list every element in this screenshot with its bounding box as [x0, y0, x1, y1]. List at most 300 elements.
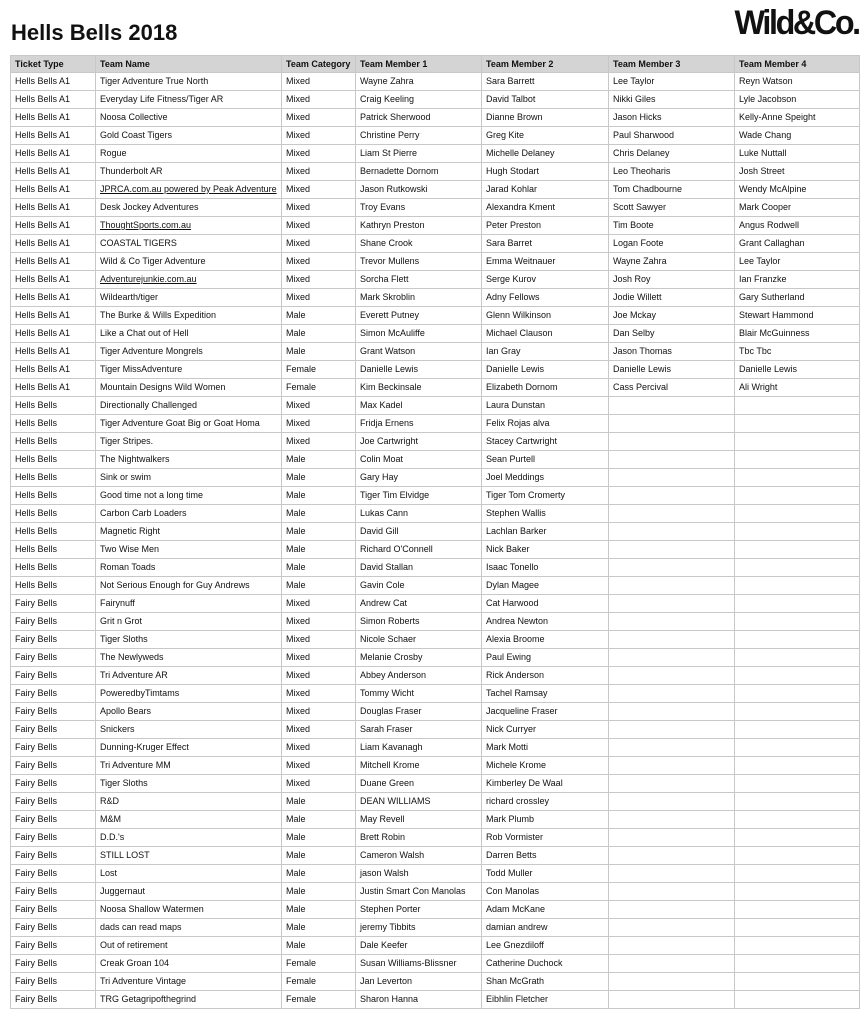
team-name-cell: ThoughtSports.com.au — [96, 217, 282, 235]
team-member-2-cell: Michelle Delaney — [482, 145, 609, 163]
team-member-1-cell: Simon McAuliffe — [356, 325, 482, 343]
team-name-cell: D.D.'s — [96, 829, 282, 847]
team-category-cell: Mixed — [282, 253, 356, 271]
team-member-4-cell — [735, 685, 860, 703]
ticket-type-cell: Fairy Bells — [11, 721, 96, 739]
table-row — [11, 667, 860, 685]
team-member-4-cell — [735, 721, 860, 739]
ticket-type-cell: Fairy Bells — [11, 739, 96, 757]
team-member-1-cell: Danielle Lewis — [356, 361, 482, 379]
team-category-cell: Male — [282, 937, 356, 955]
team-member-4-cell — [735, 883, 860, 901]
team-member-3-cell — [609, 721, 735, 739]
ticket-type-cell: Hells Bells — [11, 487, 96, 505]
team-member-1-cell: Bernadette Dornom — [356, 163, 482, 181]
team-member-1-cell: Christine Perry — [356, 127, 482, 145]
team-member-1-cell: Andrew Cat — [356, 595, 482, 613]
team-category-cell: Male — [282, 559, 356, 577]
table-row — [11, 487, 860, 505]
team-member-3-cell — [609, 433, 735, 451]
team-name-cell: Thunderbolt AR — [96, 163, 282, 181]
ticket-type-cell: Fairy Bells — [11, 955, 96, 973]
team-member-1-cell: Simon Roberts — [356, 613, 482, 631]
table-row — [11, 577, 860, 595]
team-name-cell: Mountain Designs Wild Women — [96, 379, 282, 397]
team-member-4-cell: Danielle Lewis — [735, 361, 860, 379]
team-member-2-cell: Isaac Tonello — [482, 559, 609, 577]
team-member-3-cell — [609, 973, 735, 991]
team-name-cell: The Burke & Wills Expedition — [96, 307, 282, 325]
team-member-1-cell: Tiger Tim Elvidge — [356, 487, 482, 505]
team-member-3-cell: Nikki Giles — [609, 91, 735, 109]
team-member-4-cell — [735, 919, 860, 937]
team-category-cell: Male — [282, 469, 356, 487]
team-name-cell: Wild & Co Tiger Adventure — [96, 253, 282, 271]
team-member-3-cell — [609, 577, 735, 595]
team-member-3-cell: Logan Foote — [609, 235, 735, 253]
ticket-type-cell: Hells Bells A1 — [11, 253, 96, 271]
team-member-1-cell: Dale Keefer — [356, 937, 482, 955]
team-member-4-cell: Angus Rodwell — [735, 217, 860, 235]
team-member-3-cell — [609, 469, 735, 487]
table-row — [11, 253, 860, 271]
team-category-cell: Mixed — [282, 775, 356, 793]
team-member-4-cell: Reyn Watson — [735, 73, 860, 91]
team-member-4-cell: Stewart Hammond — [735, 307, 860, 325]
table-row — [11, 271, 860, 289]
team-member-4-cell — [735, 523, 860, 541]
team-member-2-cell: David Talbot — [482, 91, 609, 109]
team-member-4-cell — [735, 505, 860, 523]
team-name-cell: Out of retirement — [96, 937, 282, 955]
table-row — [11, 559, 860, 577]
team-name-cell: Not Serious Enough for Guy Andrews — [96, 577, 282, 595]
team-member-4-cell: Wendy McAlpine — [735, 181, 860, 199]
team-member-2-cell: Stacey Cartwright — [482, 433, 609, 451]
ticket-type-cell: Hells Bells — [11, 433, 96, 451]
ticket-type-cell: Fairy Bells — [11, 649, 96, 667]
ticket-type-cell: Fairy Bells — [11, 973, 96, 991]
table-row — [11, 505, 860, 523]
team-name-cell: Good time not a long time — [96, 487, 282, 505]
team-member-2-cell: Ian Gray — [482, 343, 609, 361]
team-name-cell: Apollo Bears — [96, 703, 282, 721]
team-member-4-cell: Kelly-Anne Speight — [735, 109, 860, 127]
ticket-type-cell: Hells Bells A1 — [11, 145, 96, 163]
team-name-cell: Tiger Stripes. — [96, 433, 282, 451]
team-category-cell: Mixed — [282, 91, 356, 109]
team-member-3-cell: Jodie Willett — [609, 289, 735, 307]
ticket-type-cell: Hells Bells A1 — [11, 271, 96, 289]
team-name-cell: Dunning-Kruger Effect — [96, 739, 282, 757]
team-name-cell: Wildearth/tiger — [96, 289, 282, 307]
team-category-cell: Male — [282, 847, 356, 865]
team-category-cell: Male — [282, 523, 356, 541]
column-header: Team Member 4 — [735, 56, 860, 73]
team-name-cell: Noosa Collective — [96, 109, 282, 127]
team-member-2-cell: Laura Dunstan — [482, 397, 609, 415]
team-member-1-cell: Brett Robin — [356, 829, 482, 847]
team-member-4-cell — [735, 955, 860, 973]
team-category-cell: Mixed — [282, 433, 356, 451]
team-member-3-cell — [609, 541, 735, 559]
table-row — [11, 91, 860, 109]
ticket-type-cell: Fairy Bells — [11, 595, 96, 613]
team-member-3-cell — [609, 667, 735, 685]
team-member-2-cell: Jacqueline Fraser — [482, 703, 609, 721]
team-category-cell: Mixed — [282, 757, 356, 775]
team-category-cell: Mixed — [282, 235, 356, 253]
table-row — [11, 793, 860, 811]
team-member-1-cell: Troy Evans — [356, 199, 482, 217]
team-member-2-cell: Kimberley De Waal — [482, 775, 609, 793]
team-member-2-cell: Rick Anderson — [482, 667, 609, 685]
team-member-2-cell: Alexandra Kment — [482, 199, 609, 217]
team-category-cell: Mixed — [282, 613, 356, 631]
team-member-2-cell: Dylan Magee — [482, 577, 609, 595]
team-member-4-cell — [735, 433, 860, 451]
table-row — [11, 73, 860, 91]
team-member-1-cell: jason Walsh — [356, 865, 482, 883]
team-member-1-cell: Gavin Cole — [356, 577, 482, 595]
ticket-type-cell: Hells Bells A1 — [11, 73, 96, 91]
team-member-3-cell — [609, 811, 735, 829]
team-name-cell: Adventurejunkie.com.au — [96, 271, 282, 289]
ticket-type-cell: Hells Bells — [11, 577, 96, 595]
team-category-cell: Male — [282, 487, 356, 505]
team-member-3-cell — [609, 865, 735, 883]
team-member-4-cell — [735, 631, 860, 649]
team-member-1-cell: Shane Crook — [356, 235, 482, 253]
table-row — [11, 829, 860, 847]
team-member-3-cell — [609, 631, 735, 649]
team-category-cell: Female — [282, 973, 356, 991]
table-row — [11, 523, 860, 541]
team-category-cell: Female — [282, 361, 356, 379]
team-member-2-cell: Greg Kite — [482, 127, 609, 145]
table-row — [11, 901, 860, 919]
ticket-type-cell: Hells Bells A1 — [11, 127, 96, 145]
team-category-cell: Male — [282, 505, 356, 523]
team-member-3-cell — [609, 595, 735, 613]
ticket-type-cell: Fairy Bells — [11, 685, 96, 703]
team-member-4-cell — [735, 649, 860, 667]
team-category-cell: Male — [282, 325, 356, 343]
team-name-cell: Tri Adventure AR — [96, 667, 282, 685]
team-name-cell: Tri Adventure Vintage — [96, 973, 282, 991]
team-member-2-cell: Mark Plumb — [482, 811, 609, 829]
team-member-1-cell: Grant Watson — [356, 343, 482, 361]
ticket-type-cell: Fairy Bells — [11, 883, 96, 901]
team-member-4-cell: Wade Chang — [735, 127, 860, 145]
team-name-cell: Tiger Sloths — [96, 775, 282, 793]
team-member-1-cell: Stephen Porter — [356, 901, 482, 919]
table-row — [11, 433, 860, 451]
team-member-4-cell: Ian Franzke — [735, 271, 860, 289]
table-row — [11, 649, 860, 667]
ticket-type-cell: Hells Bells A1 — [11, 361, 96, 379]
team-member-4-cell — [735, 397, 860, 415]
team-name-cell: Tiger MissAdventure — [96, 361, 282, 379]
team-member-2-cell: Adam McKane — [482, 901, 609, 919]
table-row — [11, 811, 860, 829]
table-row — [11, 775, 860, 793]
team-member-1-cell: David Gill — [356, 523, 482, 541]
ticket-type-cell: Hells Bells A1 — [11, 289, 96, 307]
team-category-cell: Male — [282, 541, 356, 559]
team-name-cell: M&M — [96, 811, 282, 829]
team-name-cell: Grit n Grot — [96, 613, 282, 631]
ticket-type-cell: Fairy Bells — [11, 991, 96, 1009]
team-member-1-cell: Cameron Walsh — [356, 847, 482, 865]
team-member-4-cell: Mark Cooper — [735, 199, 860, 217]
team-member-3-cell — [609, 991, 735, 1009]
team-member-1-cell: Sarah Fraser — [356, 721, 482, 739]
team-member-4-cell — [735, 739, 860, 757]
team-member-4-cell: Tbc Tbc — [735, 343, 860, 361]
team-category-cell: Male — [282, 793, 356, 811]
team-name-cell: PoweredbyTimtams — [96, 685, 282, 703]
team-member-1-cell: Joe Cartwright — [356, 433, 482, 451]
team-member-2-cell: Tachel Ramsay — [482, 685, 609, 703]
team-member-2-cell: Serge Kurov — [482, 271, 609, 289]
team-category-cell: Male — [282, 451, 356, 469]
team-member-4-cell — [735, 937, 860, 955]
team-member-1-cell: Wayne Zahra — [356, 73, 482, 91]
team-name-cell: Tiger Adventure True North — [96, 73, 282, 91]
column-header: Team Member 1 — [356, 56, 482, 73]
team-member-2-cell: Mark Motti — [482, 739, 609, 757]
team-member-2-cell: Shan McGrath — [482, 973, 609, 991]
table-row — [11, 469, 860, 487]
table-row — [11, 613, 860, 631]
team-member-2-cell: Sean Purtell — [482, 451, 609, 469]
team-name-cell: R&D — [96, 793, 282, 811]
ticket-type-cell: Fairy Bells — [11, 937, 96, 955]
team-member-2-cell: Hugh Stodart — [482, 163, 609, 181]
team-member-3-cell: Cass Percival — [609, 379, 735, 397]
team-member-4-cell — [735, 991, 860, 1009]
team-member-3-cell — [609, 505, 735, 523]
team-category-cell: Female — [282, 379, 356, 397]
table-row — [11, 289, 860, 307]
team-member-3-cell — [609, 775, 735, 793]
team-member-4-cell — [735, 415, 860, 433]
table-row — [11, 937, 860, 955]
team-name-cell: Everyday Life Fitness/Tiger AR — [96, 91, 282, 109]
team-member-3-cell: Joe Mckay — [609, 307, 735, 325]
team-member-1-cell: Kim Beckinsale — [356, 379, 482, 397]
team-member-4-cell: Luke Nuttall — [735, 145, 860, 163]
table-row — [11, 217, 860, 235]
team-category-cell: Mixed — [282, 685, 356, 703]
table-row — [11, 919, 860, 937]
team-member-3-cell — [609, 847, 735, 865]
table-row — [11, 865, 860, 883]
team-member-2-cell: Jarad Kohlar — [482, 181, 609, 199]
ticket-type-cell: Fairy Bells — [11, 829, 96, 847]
page-header — [0, 0, 867, 54]
ticket-type-cell: Hells Bells — [11, 541, 96, 559]
table-row — [11, 163, 860, 181]
team-member-3-cell — [609, 937, 735, 955]
team-member-4-cell — [735, 829, 860, 847]
team-member-4-cell — [735, 703, 860, 721]
team-category-cell: Mixed — [282, 703, 356, 721]
team-name-cell: TRG Getagripofthegrind — [96, 991, 282, 1009]
table-row — [11, 991, 860, 1009]
team-member-1-cell: Patrick Sherwood — [356, 109, 482, 127]
team-member-2-cell: Paul Ewing — [482, 649, 609, 667]
team-category-cell: Male — [282, 829, 356, 847]
table-row — [11, 739, 860, 757]
team-member-4-cell: Ali Wright — [735, 379, 860, 397]
table-row — [11, 541, 860, 559]
table-header-row — [11, 56, 860, 73]
team-member-3-cell: Scott Sawyer — [609, 199, 735, 217]
table-row — [11, 379, 860, 397]
team-member-1-cell: Max Kadel — [356, 397, 482, 415]
team-member-1-cell: Duane Green — [356, 775, 482, 793]
ticket-type-cell: Fairy Bells — [11, 775, 96, 793]
team-member-4-cell: Blair McGuinness — [735, 325, 860, 343]
team-member-3-cell: Jason Thomas — [609, 343, 735, 361]
team-member-4-cell — [735, 757, 860, 775]
team-member-1-cell: Fridja Ernens — [356, 415, 482, 433]
team-category-cell: Male — [282, 883, 356, 901]
team-member-2-cell: Lee Gnezdiloff — [482, 937, 609, 955]
column-header: Team Member 3 — [609, 56, 735, 73]
team-category-cell: Mixed — [282, 73, 356, 91]
table-row — [11, 343, 860, 361]
team-member-4-cell — [735, 901, 860, 919]
table-row — [11, 181, 860, 199]
team-category-cell: Male — [282, 919, 356, 937]
ticket-type-cell: Hells Bells A1 — [11, 91, 96, 109]
ticket-type-cell: Hells Bells — [11, 415, 96, 433]
team-category-cell: Mixed — [282, 397, 356, 415]
team-category-cell: Mixed — [282, 217, 356, 235]
team-member-4-cell — [735, 667, 860, 685]
team-category-cell: Mixed — [282, 667, 356, 685]
team-member-4-cell — [735, 577, 860, 595]
team-member-3-cell — [609, 757, 735, 775]
ticket-type-cell: Hells Bells A1 — [11, 199, 96, 217]
team-member-2-cell: Elizabeth Dornom — [482, 379, 609, 397]
team-category-cell: Female — [282, 955, 356, 973]
team-member-1-cell: Sharon Hanna — [356, 991, 482, 1009]
team-name-cell: Noosa Shallow Watermen — [96, 901, 282, 919]
team-member-1-cell: Douglas Fraser — [356, 703, 482, 721]
ticket-type-cell: Hells Bells A1 — [11, 109, 96, 127]
team-name-cell: Magnetic Right — [96, 523, 282, 541]
team-member-3-cell: Wayne Zahra — [609, 253, 735, 271]
team-member-4-cell: Lyle Jacobson — [735, 91, 860, 109]
team-member-2-cell: Alexia Broome — [482, 631, 609, 649]
team-member-4-cell — [735, 793, 860, 811]
table-row — [11, 847, 860, 865]
table-row — [11, 397, 860, 415]
team-category-cell: Mixed — [282, 145, 356, 163]
team-member-3-cell — [609, 793, 735, 811]
table-row — [11, 451, 860, 469]
ticket-type-cell: Fairy Bells — [11, 811, 96, 829]
ticket-type-cell: Fairy Bells — [11, 703, 96, 721]
team-member-1-cell: DEAN WILLIAMS — [356, 793, 482, 811]
team-member-4-cell — [735, 775, 860, 793]
team-name-cell: Tiger Sloths — [96, 631, 282, 649]
table-body — [11, 73, 860, 1009]
team-name-cell: Creak Groan 104 — [96, 955, 282, 973]
team-member-2-cell: Eibhlin Fletcher — [482, 991, 609, 1009]
team-member-3-cell: Danielle Lewis — [609, 361, 735, 379]
team-name-cell: The Newlyweds — [96, 649, 282, 667]
team-member-1-cell: Justin Smart Con Manolas — [356, 883, 482, 901]
team-member-3-cell — [609, 613, 735, 631]
team-member-1-cell: Liam Kavanagh — [356, 739, 482, 757]
team-member-3-cell — [609, 685, 735, 703]
team-name-cell: Desk Jockey Adventures — [96, 199, 282, 217]
team-member-1-cell: Jan Leverton — [356, 973, 482, 991]
team-name-cell: Snickers — [96, 721, 282, 739]
team-member-3-cell — [609, 901, 735, 919]
team-member-2-cell: Darren Betts — [482, 847, 609, 865]
team-member-4-cell — [735, 613, 860, 631]
team-name-cell: Lost — [96, 865, 282, 883]
ticket-type-cell: Hells Bells — [11, 523, 96, 541]
team-member-2-cell: Sara Barrett — [482, 73, 609, 91]
team-member-4-cell — [735, 469, 860, 487]
team-member-1-cell: Everett Putney — [356, 307, 482, 325]
team-category-cell: Mixed — [282, 109, 356, 127]
team-member-2-cell: Felix Rojas alva — [482, 415, 609, 433]
team-member-2-cell: Nick Curryer — [482, 721, 609, 739]
team-member-1-cell: Colin Moat — [356, 451, 482, 469]
team-member-2-cell: Michele Krome — [482, 757, 609, 775]
team-category-cell: Mixed — [282, 127, 356, 145]
team-member-3-cell: Tim Boote — [609, 217, 735, 235]
team-member-1-cell: Tommy Wicht — [356, 685, 482, 703]
team-member-1-cell: Liam St Pierre — [356, 145, 482, 163]
team-member-4-cell: Lee Taylor — [735, 253, 860, 271]
ticket-type-cell: Fairy Bells — [11, 613, 96, 631]
team-name-cell: Gold Coast Tigers — [96, 127, 282, 145]
ticket-type-cell: Fairy Bells — [11, 847, 96, 865]
team-member-3-cell — [609, 955, 735, 973]
team-name-cell: Tiger Adventure Goat Big or Goat Homa — [96, 415, 282, 433]
team-member-4-cell: Gary Sutherland — [735, 289, 860, 307]
column-header: Team Member 2 — [482, 56, 609, 73]
page-title: Hells Bells 2018 — [11, 20, 178, 45]
team-member-2-cell: Lachlan Barker — [482, 523, 609, 541]
team-member-1-cell: Trevor Mullens — [356, 253, 482, 271]
team-member-2-cell: Todd Muller — [482, 865, 609, 883]
team-member-2-cell: Glenn Wilkinson — [482, 307, 609, 325]
team-member-2-cell: Peter Preston — [482, 217, 609, 235]
team-member-1-cell: jeremy Tibbits — [356, 919, 482, 937]
ticket-type-cell: Hells Bells A1 — [11, 217, 96, 235]
team-member-4-cell — [735, 973, 860, 991]
team-category-cell: Male — [282, 343, 356, 361]
team-member-3-cell — [609, 829, 735, 847]
team-member-4-cell — [735, 865, 860, 883]
team-member-2-cell: Michael Clauson — [482, 325, 609, 343]
table-row — [11, 955, 860, 973]
team-member-4-cell: Josh Street — [735, 163, 860, 181]
team-member-1-cell: Kathryn Preston — [356, 217, 482, 235]
team-member-4-cell — [735, 451, 860, 469]
team-member-2-cell: Catherine Duchock — [482, 955, 609, 973]
